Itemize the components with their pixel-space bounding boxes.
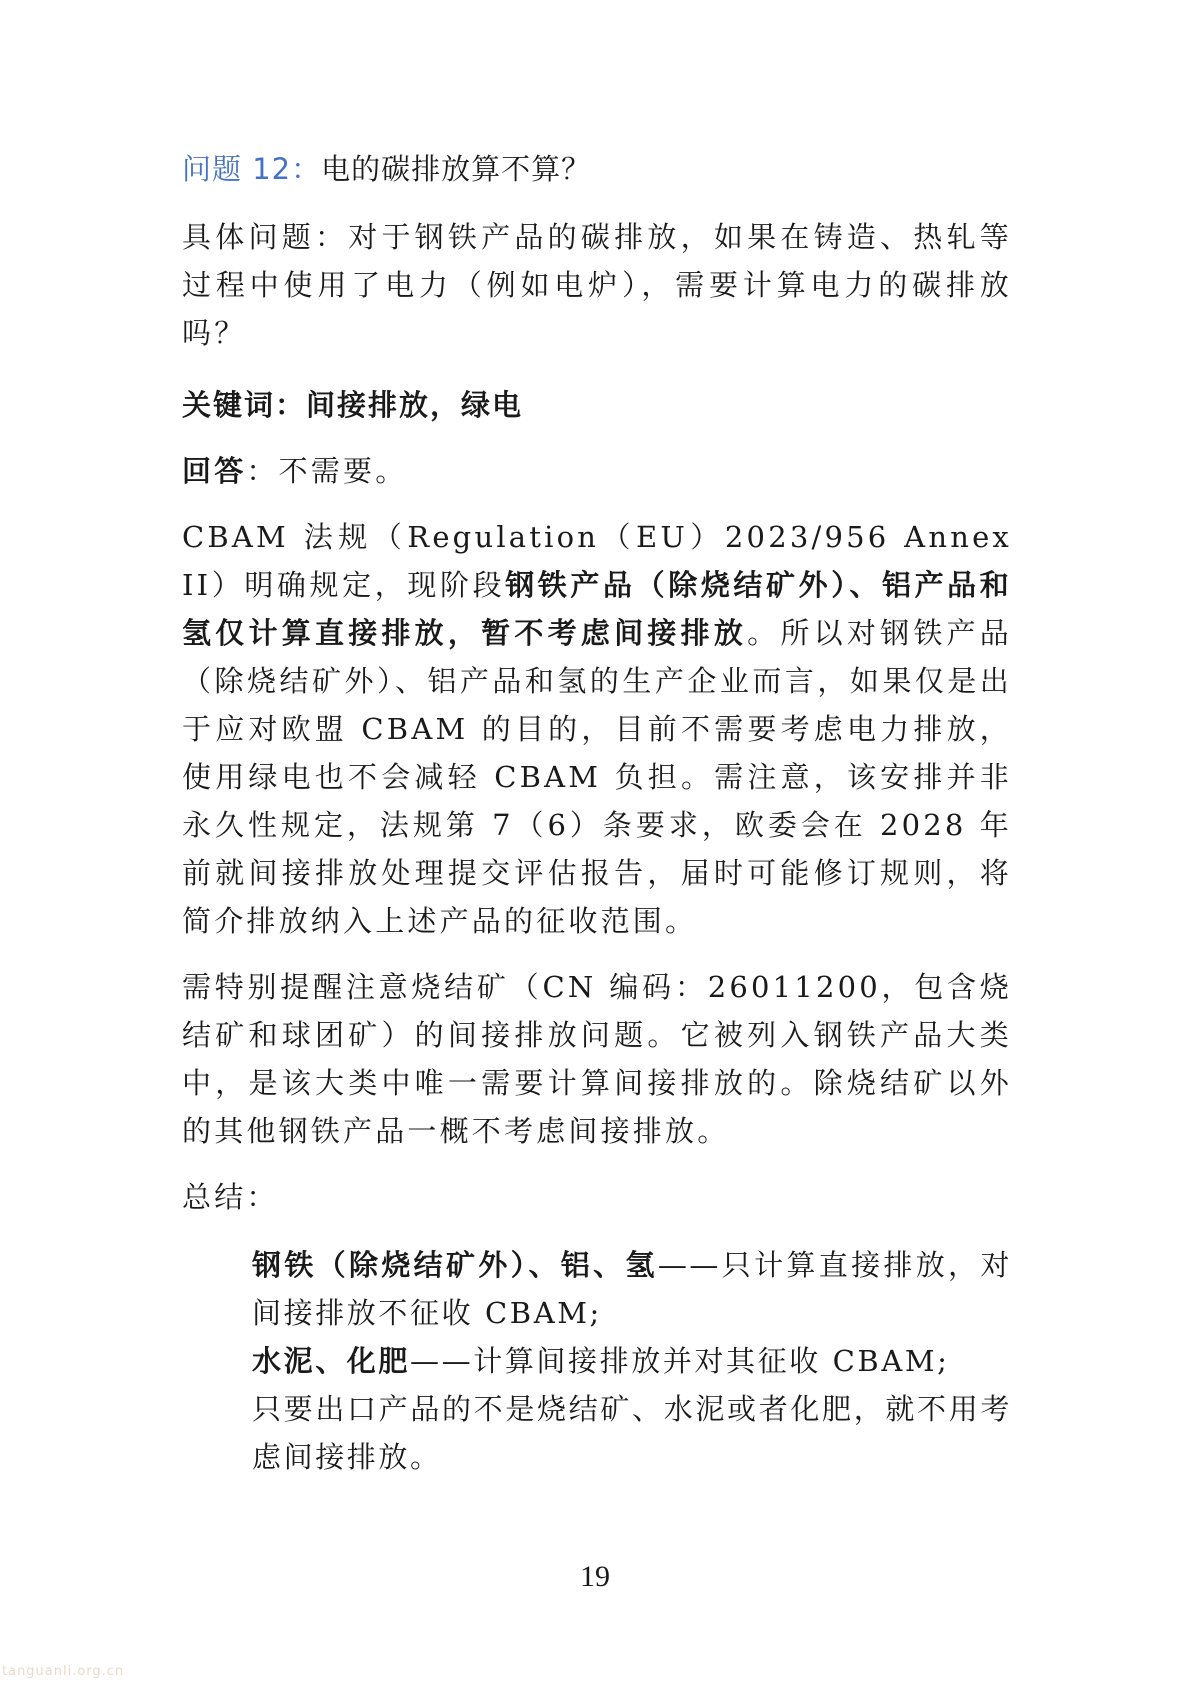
answer-label: 回答 (182, 454, 247, 488)
paragraph-regulation-highlight: 钢铁产品（除烧结矿外）、铝产品和氢仅计算直接排放，暂不考虑间接排放 (182, 568, 1012, 650)
summary-item-steel-bold: 钢铁（除烧结矿外）、铝、氢 (252, 1248, 658, 1282)
answer (182, 447, 1012, 495)
summary-item-cement (252, 1337, 1012, 1385)
question-number: 问题 12 (182, 152, 292, 186)
summary-item-cement-bold: 水泥、化肥 (252, 1344, 411, 1378)
keywords: 关键词：间接排放，绿电 (182, 388, 524, 422)
summary-item-cement-text: ——计算间接排放并对其征收 CBAM; (410, 1344, 950, 1378)
summary-item-steel-text: ——只计算直接排放，对间接排放不征收 CBAM; (252, 1248, 1012, 1330)
watermark: tanguanli.org.cn (2, 1664, 125, 1679)
document-body (182, 145, 1012, 1481)
summary-item-conclusion: 只要出口产品的不是烧结矿、水泥或者化肥，就不用考虑间接排放。 (252, 1392, 1012, 1474)
summary-block (252, 1241, 1012, 1481)
title-colon: ： (291, 152, 322, 186)
question-detail: 具体问题：对于钢铁产品的碳排放，如果在铸造、热轧等过程中使用了电力（例如电炉），需要计算电力的碳排放吗？ (182, 220, 1012, 350)
answer-text: ：不需要。 (246, 454, 408, 488)
question-title (182, 145, 1012, 193)
paragraph-sinter: 需特别提醒注意烧结矿（CN 编码：26011200，包含烧结矿和球团矿）的间接排放问题。它被列入钢铁产品大类中，是该大类中唯一需要计算间接排放的。除烧结矿以外的其他钢铁产品一概不考虑间接排放。 (182, 970, 1012, 1148)
paragraph-regulation-part-a: CBAM 法规（Regulation（EU）2023/956 Annex II）明确规定，现阶段 (182, 520, 1012, 602)
question-title-text: 电的碳排放算不算？ (321, 152, 592, 186)
page-number: 19 (580, 1560, 610, 1593)
summary-label: 总结： (182, 1180, 279, 1214)
paragraph-regulation-part-c: 。所以对钢铁产品（除烧结矿外）、铝产品和氢的生产企业而言，如果仅是出于应对欧盟 CBAM 的目的，目前不需要考虑电力排放，使用绿电也不会减轻 CBAM 负担。需注意，该安排并非永久性规定，法规第 7（6）条要求，欧委会在 2028 年前就间接排放处理提交评估报告，届时可能修订规则，将简介排放纳入上述产品的征收范围。 (182, 616, 1012, 938)
paragraph-regulation (182, 513, 1012, 945)
summary-item-steel (252, 1241, 1012, 1337)
